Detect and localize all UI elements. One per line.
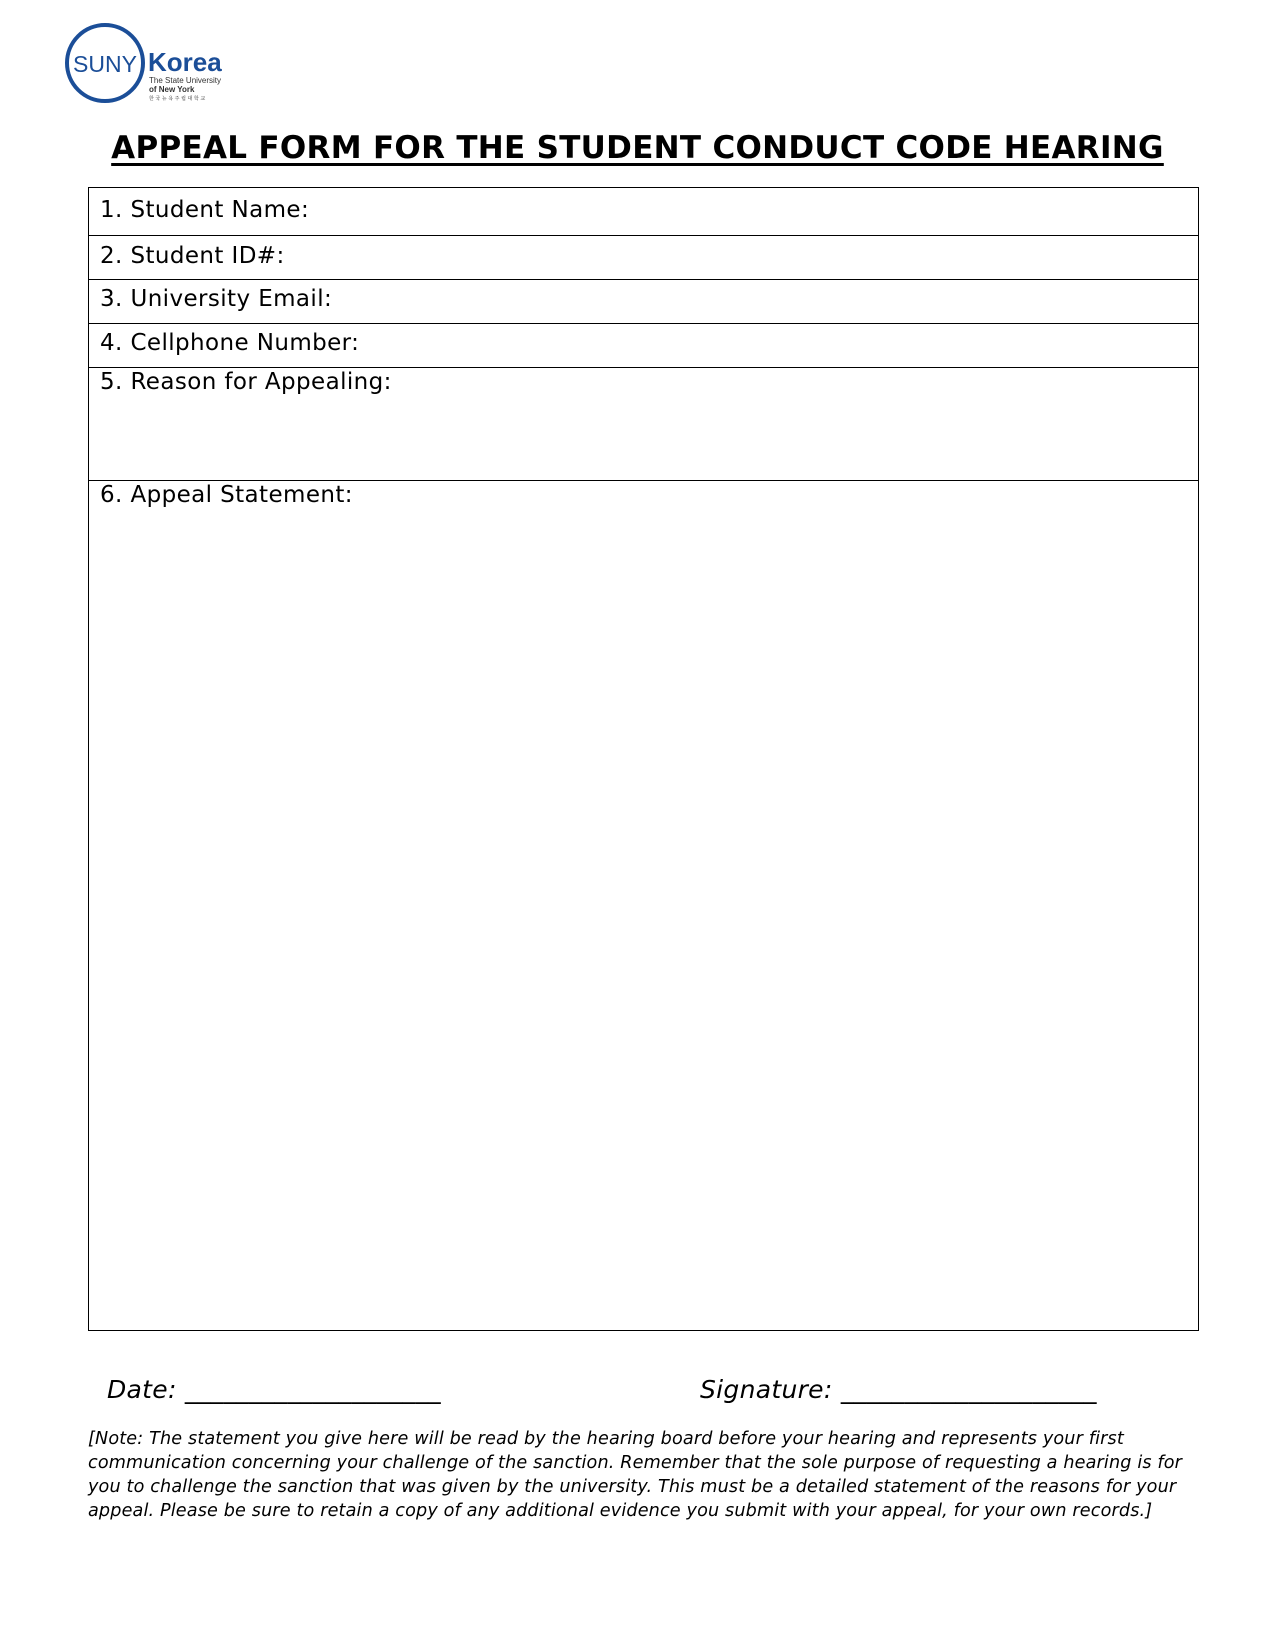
- field-university-email[interactable]: [89, 280, 1198, 324]
- field-label: 2. Student ID#:: [100, 243, 285, 269]
- logo-line1: The State University: [149, 76, 222, 85]
- appeal-form-table: [88, 187, 1199, 1331]
- note-text: [Note: The statement you give here will be read by the hearing board before your hearing and represents your first communication concerning your challenge of the sanction. Remember that the sole purpose of requesting a hearing is for you to challenge the sanction that was given by the university. This must be a detailed statement of the reasons for your appeal. Please be sure to retain a copy of any additional evidence you submit with your appeal, for your own records.]: [88, 1429, 1183, 1521]
- date-line[interactable]: Date: ____________________: [107, 1375, 441, 1404]
- suny-korea-logo-graphic: [64, 22, 264, 108]
- field-appeal-statement[interactable]: [89, 481, 1198, 1330]
- field-label: 4. Cellphone Number:: [100, 330, 360, 356]
- field-label: 1. Student Name:: [100, 197, 310, 223]
- suny-korea-logo: [64, 22, 264, 108]
- field-cellphone-number[interactable]: [89, 324, 1198, 368]
- logo-name-text: Korea: [148, 47, 222, 77]
- signature-line[interactable]: Signature: ____________________: [700, 1375, 1097, 1404]
- field-student-name[interactable]: [89, 188, 1198, 236]
- field-reason-for-appealing[interactable]: [89, 368, 1198, 481]
- field-label: 3. University Email:: [100, 286, 333, 312]
- field-student-id[interactable]: [89, 236, 1198, 280]
- logo-line2: of New York: [149, 85, 195, 94]
- field-label: 6. Appeal Statement:: [100, 482, 353, 508]
- field-label: 5. Reason for Appealing:: [100, 369, 392, 395]
- form-title: APPEAL FORM FOR THE STUDENT CONDUCT CODE HEARING: [111, 130, 1164, 166]
- logo-line3: 한 국 뉴 욕 주 립 대 학 교: [149, 96, 206, 102]
- logo-mark-text: SUNY: [73, 51, 137, 77]
